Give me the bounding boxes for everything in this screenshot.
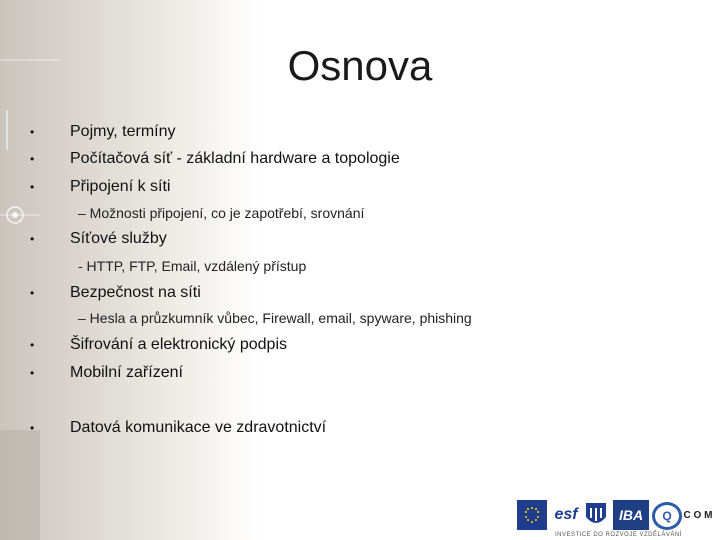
com-logo: C O M: [683, 509, 713, 521]
outline-item-label: Mobilní zařízení: [70, 364, 183, 381]
outline-subitem-2: - HTTP, FTP, Email, vzdálený přístup: [78, 258, 307, 274]
bullet-icon: •: [30, 125, 35, 139]
bullet-icon: •: [30, 232, 35, 246]
investice-caption: INVESTICE DO ROZVOJE VZDĚLÁVÁNÍ: [555, 532, 682, 538]
outline-subitem-3: – Hesla a průzkumník vůbec, Firewall, email, spyware, phishing: [78, 310, 472, 326]
esf-logo: esf: [554, 506, 578, 523]
eu-flag-logo: [517, 500, 547, 530]
q-logo: Q: [652, 502, 682, 530]
outline-item-label: Šifrování a elektronický podpis: [70, 336, 287, 353]
iba-logo: IBA: [613, 500, 649, 530]
msmt-logo: [584, 500, 608, 530]
msmt-shield-icon: [584, 501, 608, 529]
bullet-icon: •: [30, 421, 35, 435]
bullet-icon: •: [30, 180, 35, 194]
bullet-icon: •: [30, 338, 35, 352]
outline-subitem-1: – Možnosti připojení, co je zapotřebí, srovnání: [78, 205, 365, 221]
outline-item-label: Počítačová síť - základní hardware a topologie: [70, 150, 400, 167]
footer-fine-print: [555, 492, 715, 498]
bullet-icon: •: [30, 152, 35, 166]
bullet-icon: •: [30, 366, 35, 380]
outline-item-label: Připojení k síti: [70, 178, 171, 195]
outline-item-label: Bezpečnost na síti: [70, 284, 201, 301]
outline-item-label: Síťové služby: [70, 230, 167, 247]
outline-item-label: Datová komunikace ve zdravotnictví: [70, 419, 327, 436]
bullet-icon: •: [30, 286, 35, 300]
outline-item-label: Pojmy, termíny: [70, 123, 176, 140]
eu-stars-icon: [517, 504, 547, 526]
slide-title: Osnova: [287, 42, 433, 89]
